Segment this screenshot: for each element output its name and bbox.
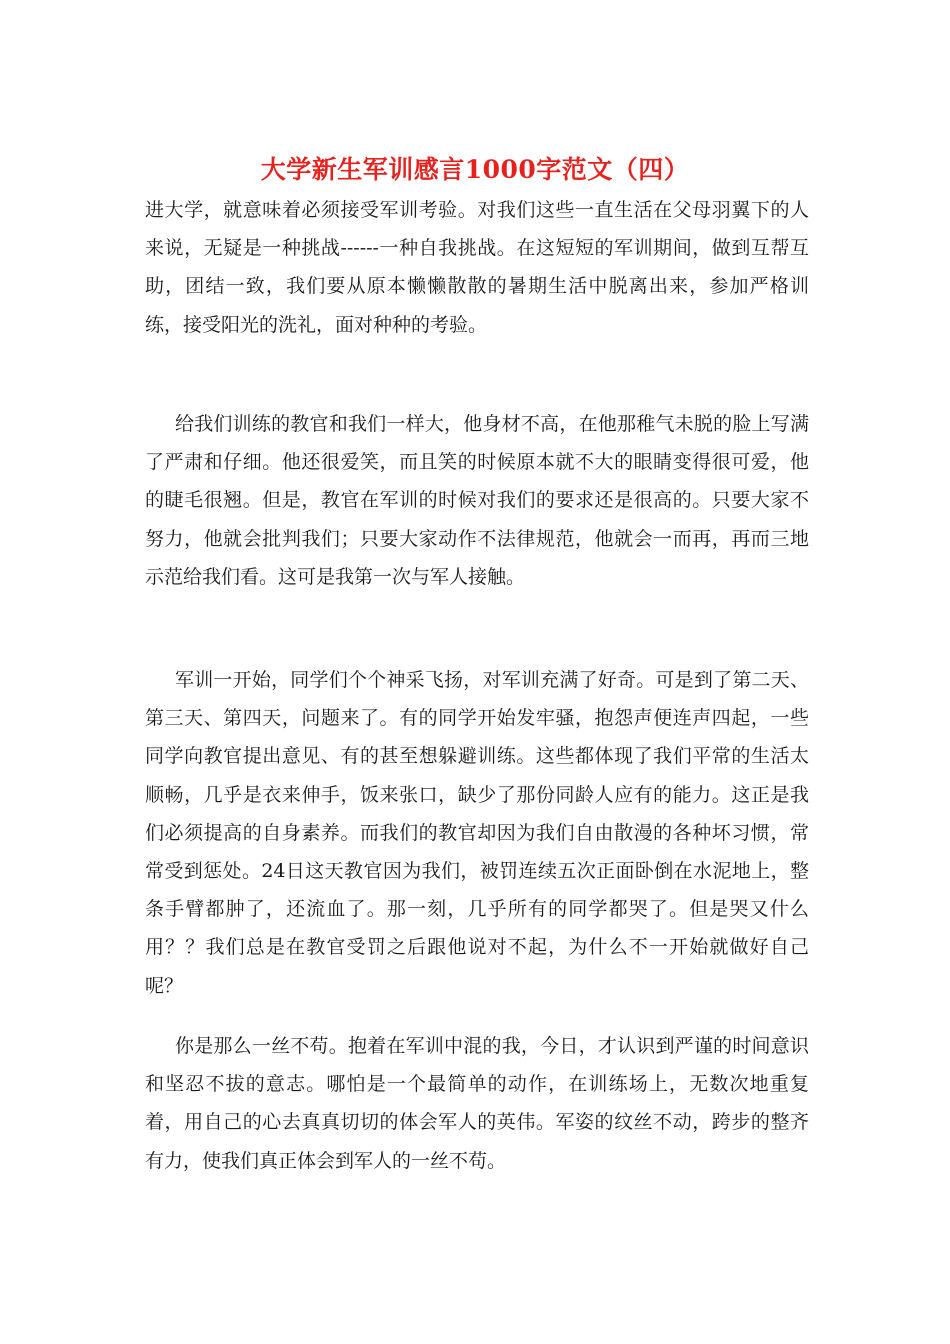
paragraph-4: 你是那么一丝不苟。抱着在军训中混的我，今日，才认识到严谨的时间意识和坚忍不拔的意志。哪怕是一个最简单的动作，在训练场上，无数次地重复着，用自己的心去真真切切的体会军人的英伟。军姿的纹丝不动，跨步的整齐有力，使我们真正体会到军人的一丝不苟。 [145,1035,809,1172]
paragraph-3: 军训一开始，同学们个个神采飞扬，对军训充满了好奇。可是到了第二天、第三天、第四天，问题来了。有的同学开始发牢骚，抱怨声便连声四起，一些同学向教官提出意见、有的甚至想躲避训练。这些都体现了我们平常的生活太顺畅，几乎是衣来伸手，饭来张口，缺少了那份同龄人应有的能力。这正是我们必须提高的自身素养。而我们的教官却因为我们自由散漫的各种坏习惯，常常受到惩处。24日这天教官因为我们，被罚连续五次正面卧倒在水泥地上，整条手臂都肿了，还流血了。那一刻，几乎所有的同学都哭了。但是哭又什么用？？我们总是在教官受罚之后跟他说对不起，为什么不一开始就做好自己呢？ [145,669,809,997]
document-title: 大学新生军训感言1000字范文（四） [260,155,690,184]
paragraph-2: 给我们训练的教官和我们一样大，他身材不高，在他那稚气未脱的脸上写满了严肃和仔细。他还很爱笑，而且笑的时候原本就不大的眼睛变得很可爱，他的睫毛很翘。但是，教官在军训的时候对我们的要求还是很高的。只要大家不努力，他就会批判我们；只要大家动作不法律规范，他就会一而再，再而三地示范给我们看。这可是我第一次与军人接触。 [145,413,809,588]
paragraph-1: 进大学，就意味着必须接受军训考验。对我们这些一直生活在父母羽翼下的人来说，无疑是一种挑战------一种自我挑战。在这短短的军训期间，做到互帮互助，团结一致，我们要从原本懒懒散散的暑期生活中脱离出来，参加严格训练，接受阳光的洗礼，面对种种的考验。 [145,199,809,336]
